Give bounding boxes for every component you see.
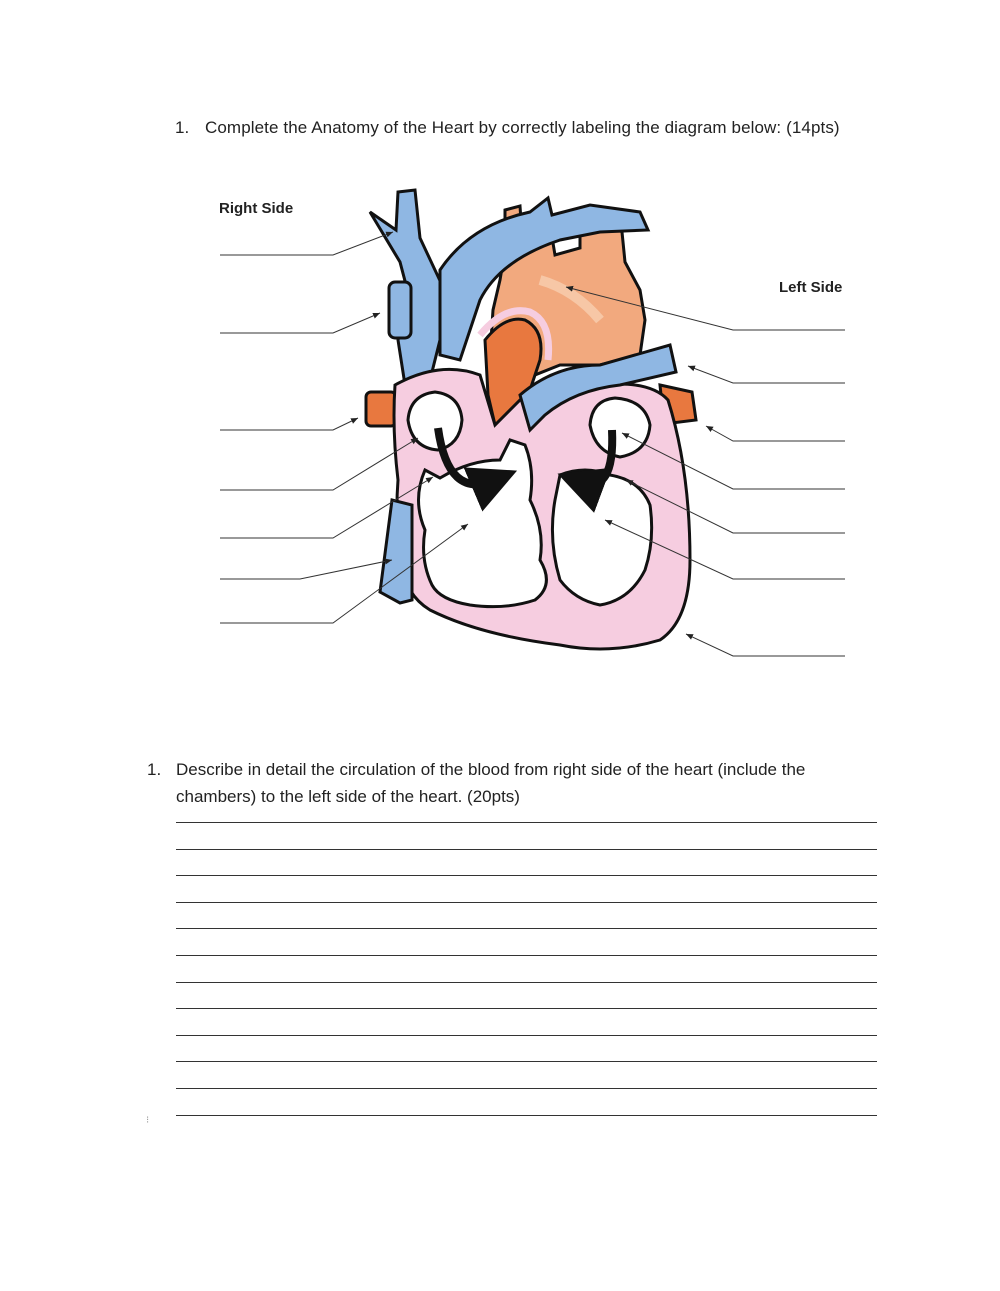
answer-line[interactable] — [176, 1061, 877, 1062]
blank-l7 — [686, 634, 845, 656]
blank-r3 — [220, 418, 358, 430]
answer-line[interactable] — [176, 1115, 877, 1116]
page-marker: ⁝ — [146, 1115, 150, 1126]
answer-line[interactable] — [176, 1035, 877, 1036]
question-2-text: Describe in detail the circulation of the blood from right side of the heart (include the chambers) to the left side of the heart. (20pts) — [176, 760, 806, 806]
blank-r6 — [220, 560, 392, 579]
superior-vena-cava-shape — [370, 190, 450, 385]
answer-line[interactable] — [176, 1088, 877, 1089]
blank-r4 — [220, 438, 418, 490]
left-ventricle-shape — [552, 470, 651, 605]
answer-line[interactable] — [176, 902, 877, 903]
answer-line[interactable] — [176, 849, 877, 850]
question-1-number: 1. — [175, 118, 190, 137]
right-atrium-shape — [408, 392, 462, 450]
blank-r1 — [220, 232, 393, 255]
right-side-label: Right Side — [219, 200, 294, 217]
answer-line[interactable] — [176, 982, 877, 983]
question-2 — [147, 756, 877, 810]
answer-line[interactable] — [176, 928, 877, 929]
blank-l3 — [706, 426, 845, 441]
answer-line[interactable] — [176, 955, 877, 956]
left-side-label: Left Side — [779, 279, 843, 296]
answer-line[interactable] — [176, 1008, 877, 1009]
inferior-vena-cava-shape — [380, 500, 412, 603]
answer-line[interactable] — [176, 875, 877, 876]
answer-lines[interactable] — [176, 822, 877, 1141]
answer-line[interactable] — [176, 822, 877, 823]
blank-l2 — [688, 366, 845, 383]
question-1-text: Complete the Anatomy of the Heart by correctly labeling the diagram below: (14pts) — [205, 118, 840, 137]
blank-r2 — [220, 313, 380, 333]
right-pulmonary-vein-shape — [366, 392, 396, 426]
question-2-number: 1. — [147, 760, 162, 779]
